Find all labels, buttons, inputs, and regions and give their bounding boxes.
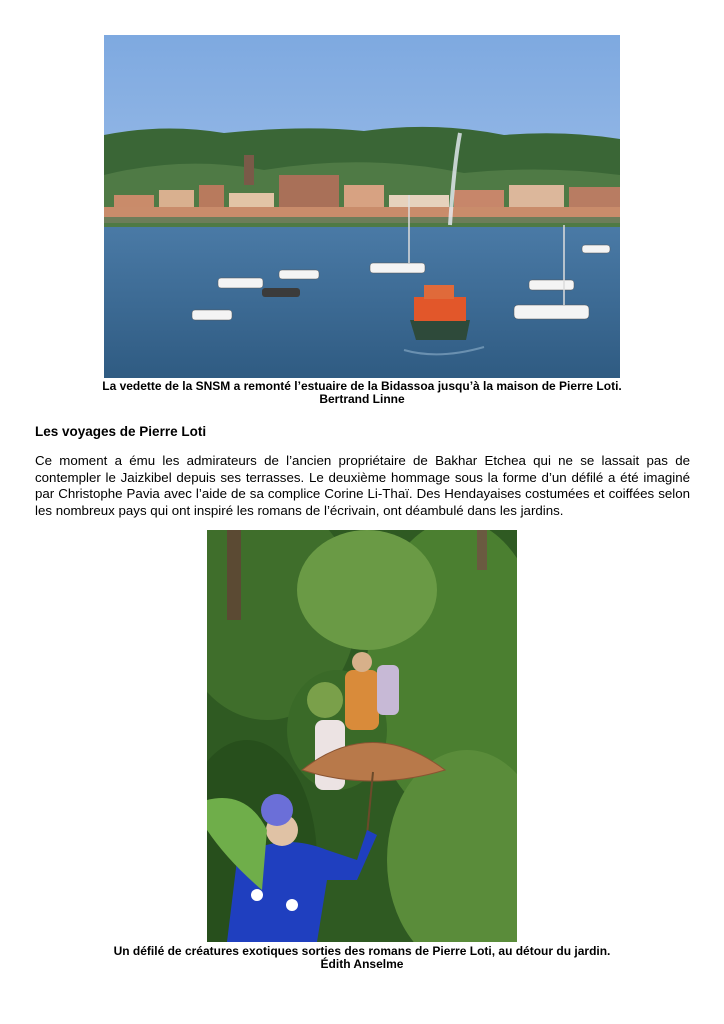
figure2-credit: Édith Anselme — [320, 957, 404, 971]
figure2-caption-text: Un défilé de créatures exotiques sorties des romans de Pierre Loti, au détour du jardin. — [113, 944, 611, 958]
figure1-caption — [0, 380, 724, 406]
section-paragraph: Ce moment a ému les admirateurs de l’ancien propriétaire de Bakhar Etchea qui ne se lassait pas de contempler le Jaizkibel depuis ses terrasses. Le deuxième hommage sous la forme d’un défilé a été imaginé par Christophe Pavia avec l’aide de sa complice Corine Li-Thaï. Des Hendayaises costumées et coiffées selon les nombreux pays qui ont inspiré les romans de l’écrivain, ont déambulé dans les jardins. — [35, 453, 690, 518]
figure2-caption — [0, 945, 724, 971]
garden-parade-photo — [207, 530, 517, 942]
figure1-caption-text: La vedette de la SNSM a remonté l’estuaire de la Bidassoa jusqu’à la maison de Pierre Loti. — [102, 379, 622, 393]
harbor-photo — [104, 35, 620, 378]
figure1-credit: Bertrand Linne — [319, 392, 405, 406]
section-heading: Les voyages de Pierre Loti — [35, 424, 207, 439]
